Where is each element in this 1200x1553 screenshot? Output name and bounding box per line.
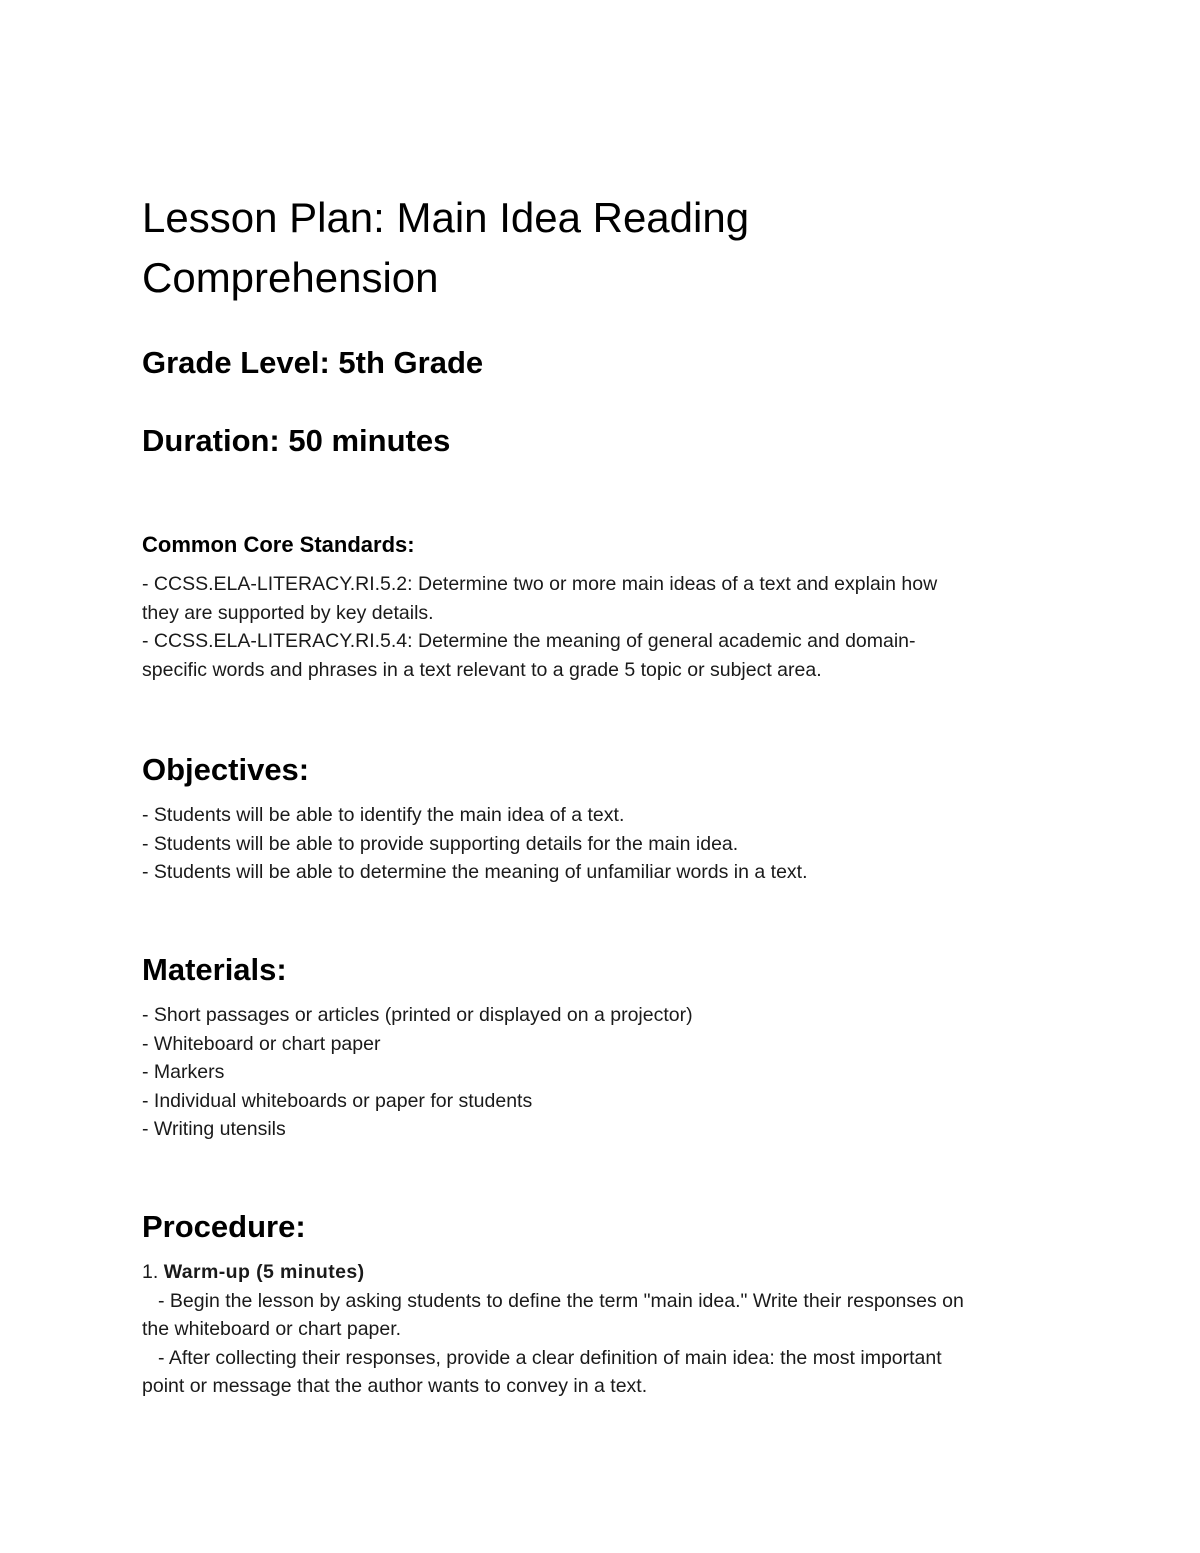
- step-1-line: point or message that the author wants to convey in a text.: [142, 1375, 648, 1397]
- procedure-heading-text: Procedure:: [142, 1209, 306, 1244]
- title-line-2: Comprehension: [142, 254, 439, 301]
- standards-line: they are supported by key details.: [142, 601, 434, 624]
- objectives-list: [142, 801, 1062, 887]
- step-1-line: - After collecting their responses, provide a clear definition of main idea: the most important: [158, 1346, 942, 1369]
- step-1-title: Warm-up (5 minutes): [163, 1261, 365, 1283]
- standards-line: - CCSS.ELA-LITERACY.RI.5.2: Determine two or more main ideas of a text and explain how: [142, 573, 938, 595]
- list-item: - Individual whiteboards or paper for students: [142, 1089, 533, 1112]
- standards-heading: Common Core Standards:: [142, 532, 415, 557]
- objectives-heading: [142, 750, 309, 790]
- procedure-heading: [142, 1207, 306, 1247]
- materials-heading: [142, 950, 287, 990]
- list-item: - Students will be able to determine the meaning of unfamiliar words in a text.: [142, 861, 808, 883]
- step-1-heading: [142, 1258, 1062, 1287]
- list-item: - Writing utensils: [142, 1118, 286, 1140]
- document-title: [142, 188, 1072, 308]
- step-1-number: 1.: [142, 1261, 164, 1283]
- duration-heading: Duration: 50 minutes: [142, 423, 451, 458]
- standards-line: specific words and phrases in a text relevant to a grade 5 topic or subject area.: [142, 658, 822, 681]
- materials-list: [142, 1001, 1062, 1144]
- title-line-1: Lesson Plan: Main Idea Reading: [142, 194, 750, 241]
- grade-level-heading: Grade Level: 5th Grade: [142, 345, 484, 380]
- standards-line: - CCSS.ELA-LITERACY.RI.5.4: Determine the meaning of general academic and domain-: [142, 630, 916, 652]
- list-item: - Whiteboard or chart paper: [142, 1032, 381, 1055]
- procedure-step-1: [142, 1258, 1062, 1401]
- list-item: - Students will be able to identify the main idea of a text.: [142, 804, 625, 826]
- step-1-line: - Begin the lesson by asking students to define the term "main idea." Write their responses on: [158, 1289, 964, 1312]
- list-item: - Short passages or articles (printed or displayed on a projector): [142, 1004, 693, 1026]
- list-item: - Students will be able to provide supporting details for the main idea.: [142, 832, 739, 855]
- step-1-line: the whiteboard or chart paper.: [142, 1318, 402, 1340]
- objectives-heading-text: Objectives:: [142, 752, 310, 787]
- materials-heading-text: Materials:: [142, 952, 287, 987]
- list-item: - Markers: [142, 1061, 225, 1083]
- standards-text: [142, 570, 1062, 684]
